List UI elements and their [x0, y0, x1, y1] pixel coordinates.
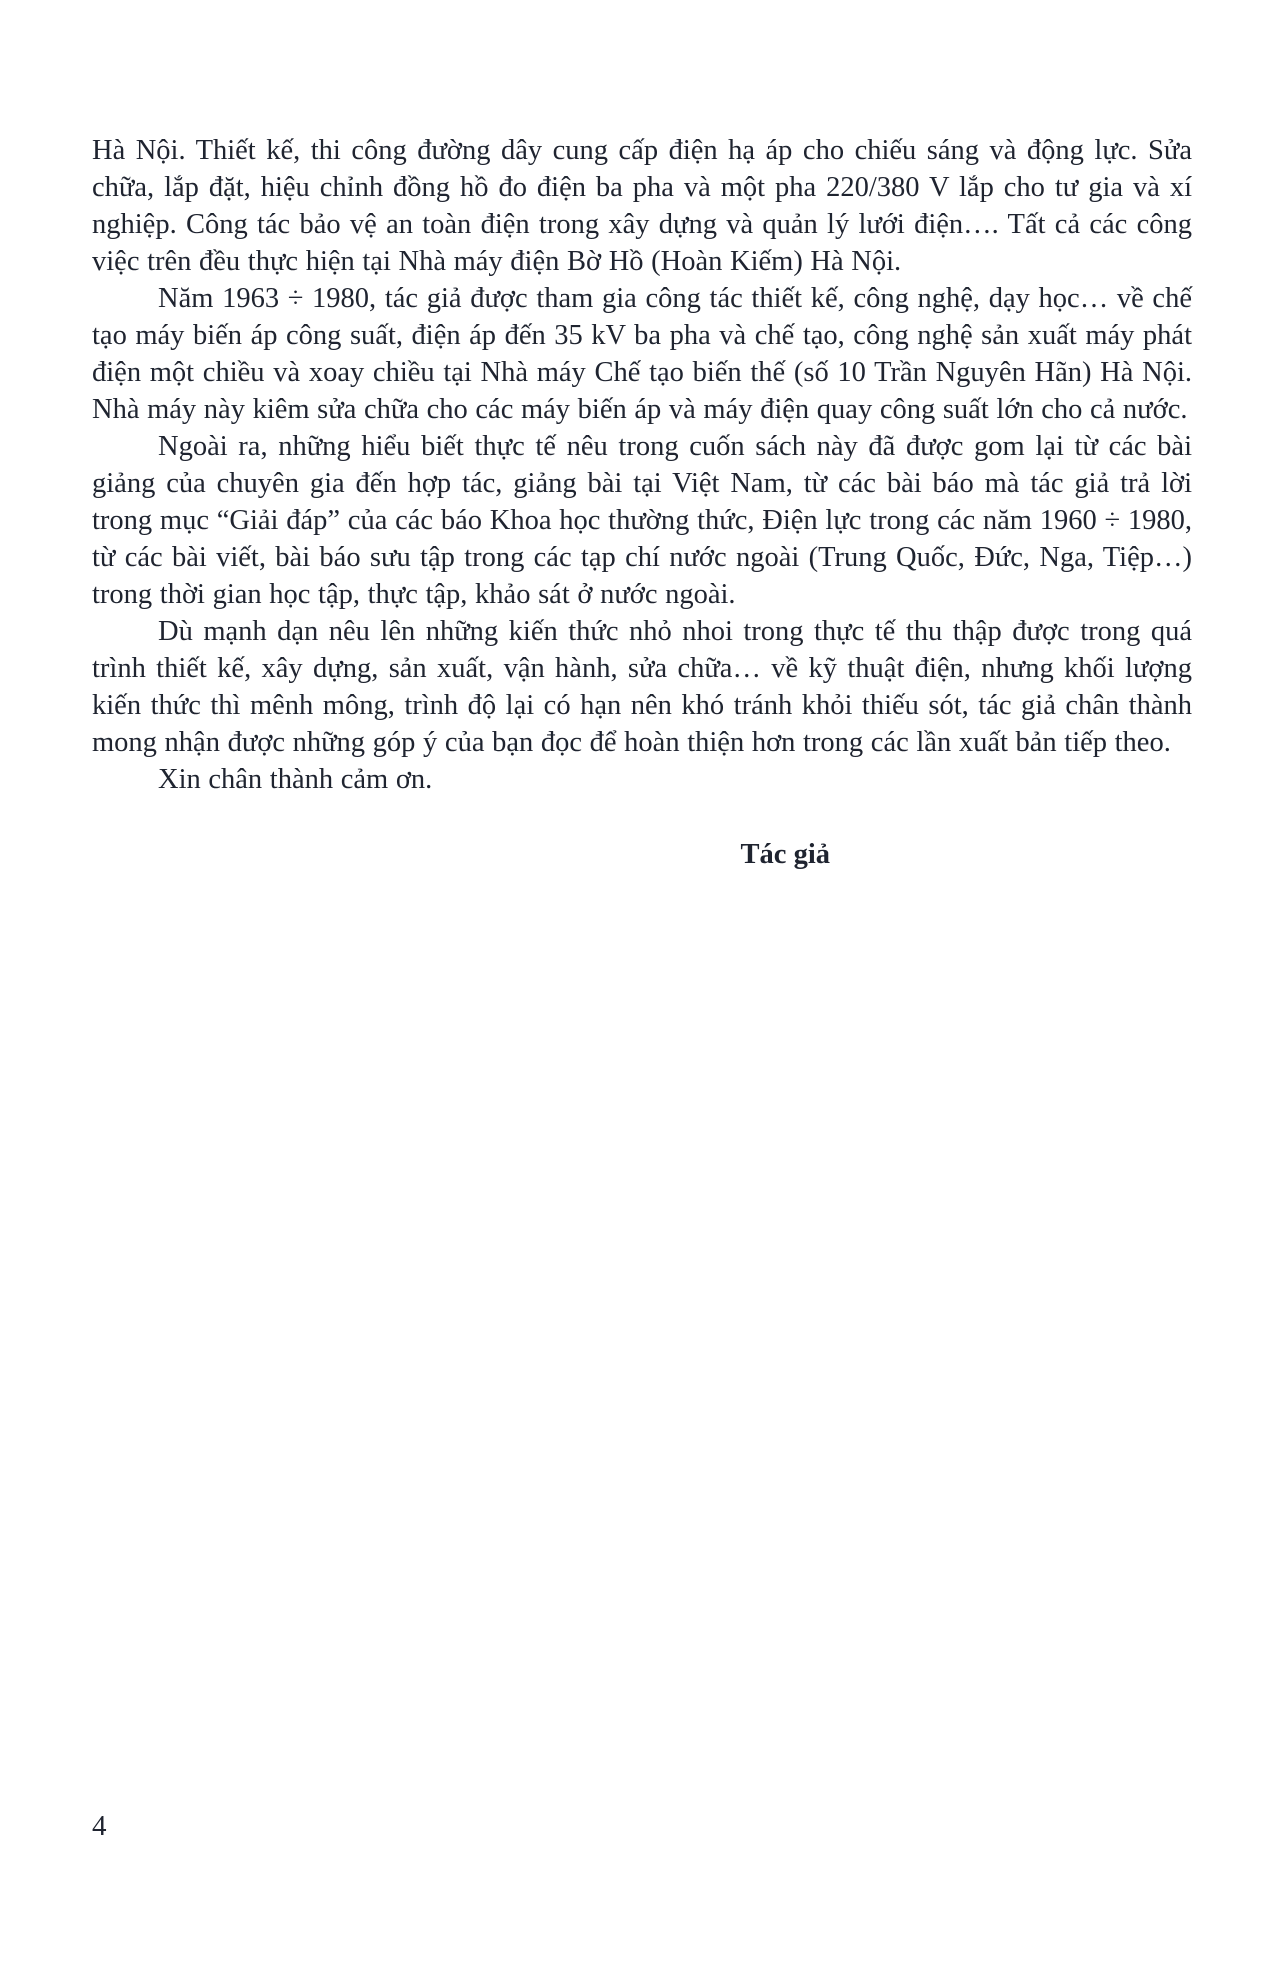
paragraph-apology: Dù mạnh dạn nêu lên những kiến thức nhỏ nhoi trong thực tế thu thập được trong quá trình thiết kế, xây dựng, sản xuất, vận hành, sửa chữa… về kỹ thuật điện, nhưng khối lượng kiến thức thì mênh mông, trình độ lại có hạn nên khó tránh khỏi thiếu sót, tác giả chân thành mong nhận được những góp ý của bạn đọc để hoàn thiện hơn trong các lần xuất bản tiếp theo. [92, 616, 1192, 758]
page-number: 4 [92, 1810, 107, 1842]
paragraph-continuation: Hà Nội. Thiết kế, thi công đường dây cung cấp điện hạ áp cho chiếu sáng và động lực. Sửa chữa, lắp đặt, hiệu chỉnh đồng hồ đo điện ba pha và một pha 220/380 V lắp cho tư gia và xí nghiệp. Công tác bảo vệ an toàn điện trong xây dựng và quản lý lưới điện…. Tất cả các công việc trên đều thực hiện tại Nhà máy điện Bờ Hồ (Hoàn Kiếm) Hà Nội. [92, 135, 1192, 277]
paragraph-thanks: Xin chân thành cảm ơn. [158, 764, 433, 795]
page-body-text [92, 132, 1192, 873]
paragraph-sources: Ngoài ra, những hiểu biết thực tế nêu trong cuốn sách này đã được gom lại từ các bài giảng của chuyên gia đến hợp tác, giảng bài tại Việt Nam, từ các bài báo mà tác giả trả lời trong mục “Giải đáp” của các báo Khoa học thường thức, Điện lực trong các năm 1960 ÷ 1980, từ các bài viết, bài báo sưu tập trong các tạp chí nước ngoài (Trung Quốc, Đức, Nga, Tiệp…) trong thời gian học tập, thực tập, khảo sát ở nước ngoài. [92, 431, 1192, 610]
author-signature: Tác giả [740, 839, 830, 870]
paragraph-career-1963-1980: Năm 1963 ÷ 1980, tác giả được tham gia công tác thiết kế, công nghệ, dạy học… về chế tạo máy biến áp công suất, điện áp đến 35 kV ba pha và chế tạo, công nghệ sản xuất máy phát điện một chiều và xoay chiều tại Nhà máy Chế tạo biến thế (số 10 Trần Nguyên Hãn) Hà Nội. Nhà máy này kiêm sửa chữa cho các máy biến áp và máy điện quay công suất lớn cho cả nước. [92, 283, 1192, 425]
